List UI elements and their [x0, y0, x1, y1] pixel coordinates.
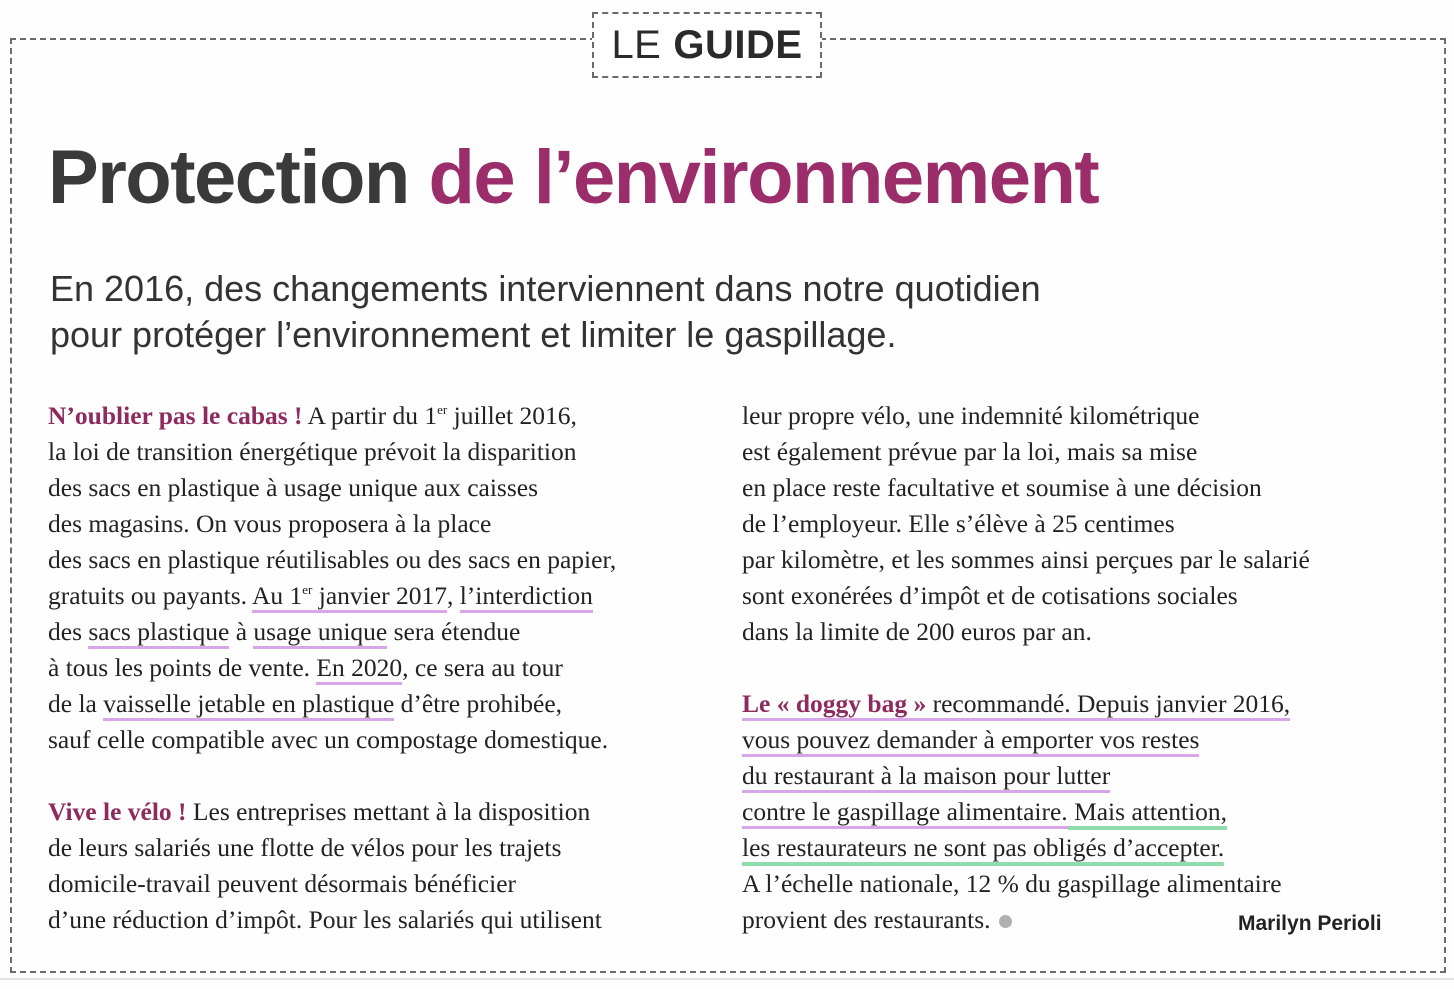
text-line: Vive le vélo ! Les entreprises mettant à la disposition	[48, 797, 591, 826]
text-line: de leurs salariés une flotte de vélos pour les trajets	[48, 833, 562, 862]
highlight: l’interdiction	[460, 581, 593, 613]
highlight-green: les restaurateurs ne sont pas obligés d’accepter.	[742, 833, 1224, 866]
text-line: par kilomètre, et les sommes ainsi perçues par le salarié	[742, 545, 1310, 574]
text-line: sauf celle compatible avec un compostage domestique.	[48, 725, 609, 754]
text-line	[742, 758, 1422, 794]
section-tag	[592, 12, 822, 78]
title-part1: Protection	[48, 135, 409, 220]
title-part2: de l’environnement	[428, 135, 1099, 220]
text-line: provient des restaurants.	[742, 902, 1422, 938]
page-title	[48, 135, 1099, 220]
text-line	[742, 794, 1422, 830]
text-line: de l’employeur. Elle s’élève à 25 centimes	[742, 509, 1175, 538]
text-line: gratuits ou payants. Au 1er janvier 2017, l’interdiction	[48, 578, 718, 614]
highlight: sacs plastique	[88, 617, 229, 649]
text-line: en place reste facultative et soumise à une décision	[742, 473, 1262, 502]
text-line: la loi de transition énergétique prévoit la disparition	[48, 437, 577, 466]
intro-line-2: pour protéger l’environnement et limiter le gaspillage.	[50, 314, 897, 355]
keyword-cabas: N’oublier pas le cabas !	[48, 401, 303, 430]
text-line: des magasins. On vous proposera à la place	[48, 509, 492, 538]
highlight: du restaurant à la maison pour lutter	[742, 761, 1110, 793]
text-line: de la vaisselle jetable en plastique d’être prohibée,	[48, 686, 718, 722]
page-edge	[0, 978, 1454, 980]
text-line: des sacs en plastique réutilisables ou des sacs en papier,	[48, 545, 617, 574]
text-line: à tous les points de vente. En 2020, ce sera au tour	[48, 650, 718, 686]
keyword-velo: Vive le vélo !	[48, 797, 187, 826]
intro-line-1: En 2016, des changements interviennent dans notre quotidien	[50, 268, 1041, 309]
text-line	[742, 830, 1422, 866]
text-line: leur propre vélo, une indemnité kilométrique	[742, 401, 1200, 430]
highlight: vaisselle jetable en plastique	[103, 689, 394, 721]
text-line: N’oublier pas le cabas ! A partir du 1er juillet 2016,	[48, 401, 577, 430]
text-line: sont exonérées d’impôt et de cotisations sociales	[742, 581, 1238, 610]
text-line: d’une réduction d’impôt. Pour les salariés qui utilisent	[48, 905, 602, 934]
right-column	[742, 398, 1422, 938]
text-line: des sacs en plastique à usage unique aux caisses	[48, 473, 539, 502]
highlight: En 2020	[316, 653, 402, 685]
text-line	[742, 722, 1422, 758]
left-column	[48, 398, 718, 938]
highlight: recommandé.	[926, 689, 1070, 721]
highlight: usage unique	[253, 617, 387, 649]
text-line: des sacs plastique à usage unique sera étendue	[48, 614, 718, 650]
section-tag-le: LE	[611, 22, 662, 67]
highlight: Au 1er janvier 2017	[252, 581, 447, 613]
highlight: Depuis janvier 2016,	[1071, 689, 1291, 721]
text-line: est également prévue par la loi, mais sa mise	[742, 437, 1198, 466]
end-mark-icon	[999, 915, 1012, 928]
text-line: dans la limite de 200 euros par an.	[742, 617, 1092, 646]
text-line: domicile-travail peuvent désormais bénéficier	[48, 869, 517, 898]
section-tag-guide: GUIDE	[673, 22, 803, 67]
text-line: A l’échelle nationale, 12 % du gaspillage alimentaire	[742, 869, 1282, 898]
keyword-doggy-bag: Le « doggy bag »	[742, 689, 926, 721]
highlight: contre le gaspillage alimentaire.	[742, 797, 1068, 829]
text-line	[742, 686, 1422, 722]
highlight-green: Mais attention,	[1068, 797, 1227, 830]
intro-paragraph	[50, 266, 1250, 358]
highlight: vous pouvez demander à emporter vos restes	[742, 725, 1199, 757]
author-byline: Marilyn Perioli	[1238, 912, 1382, 935]
